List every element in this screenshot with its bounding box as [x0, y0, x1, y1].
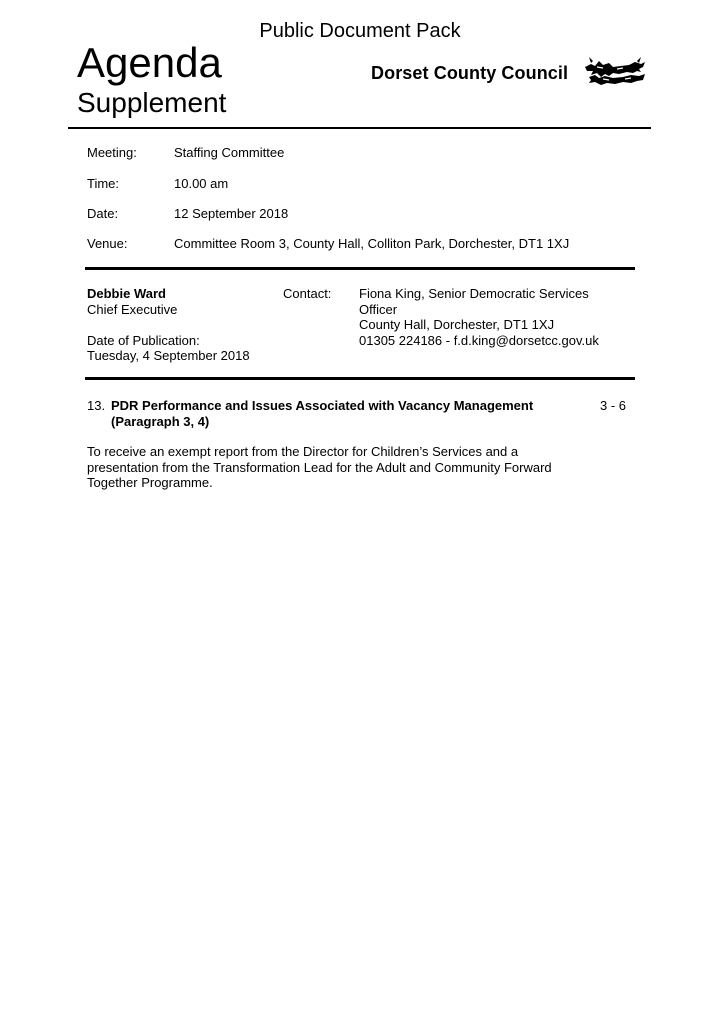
contact-role-cont: Officer: [359, 301, 398, 317]
details-rule: [85, 267, 635, 270]
agenda-heading: Agenda: [77, 39, 222, 86]
venue-value: Committee Room 3, County Hall, Colliton Park, Dorchester, DT1 1XJ: [174, 236, 570, 251]
time-value: 10.00 am: [174, 176, 229, 191]
contact-name-role: Fiona King, Senior Democratic Services: [359, 286, 589, 301]
publication-date: Tuesday, 4 September 2018: [87, 348, 250, 363]
item-subtitle: (Paragraph 3, 4): [111, 413, 210, 429]
item-number: 13.: [87, 398, 106, 413]
time-label: Time:: [87, 176, 120, 191]
contact-rule: [85, 377, 635, 380]
council-name: Dorset County Council: [371, 63, 569, 83]
meeting-label: Meeting:: [87, 145, 137, 160]
contact-label: Contact:: [283, 286, 332, 301]
item-title[interactable]: PDR Performance and Issues Associated with Vacancy Management: [111, 398, 534, 413]
date-value: 12 September 2018: [174, 206, 289, 221]
chief-executive-title: Chief Executive: [87, 301, 178, 317]
publication-label: Date of Publication:: [87, 332, 200, 348]
header-rule: [68, 127, 651, 129]
meeting-value: Staffing Committee: [174, 145, 285, 160]
venue-label: Venue:: [87, 236, 128, 251]
date-label: Date:: [87, 206, 119, 221]
dorset-lion-icon: [583, 53, 647, 89]
item-description-line: presentation from the Transformation Lead for the Adult and Community Forward: [87, 459, 552, 475]
item-description: [87, 444, 552, 491]
contact-phone-email[interactable]: 01305 224186 - f.d.king@dorsetcc.gov.uk: [359, 332, 599, 348]
contact-address: County Hall, Dorchester, DT1 1XJ: [359, 317, 555, 332]
supplement-heading: Supplement: [77, 87, 227, 118]
chief-executive-name: Debbie Ward: [87, 286, 166, 301]
document-pack-title: Public Document Pack: [259, 20, 461, 42]
item-description-line: To receive an exempt report from the Director for Children’s Services and a: [87, 444, 519, 459]
item-page-range: 3 - 6: [600, 398, 627, 413]
item-description-line: Together Programme.: [87, 475, 213, 490]
